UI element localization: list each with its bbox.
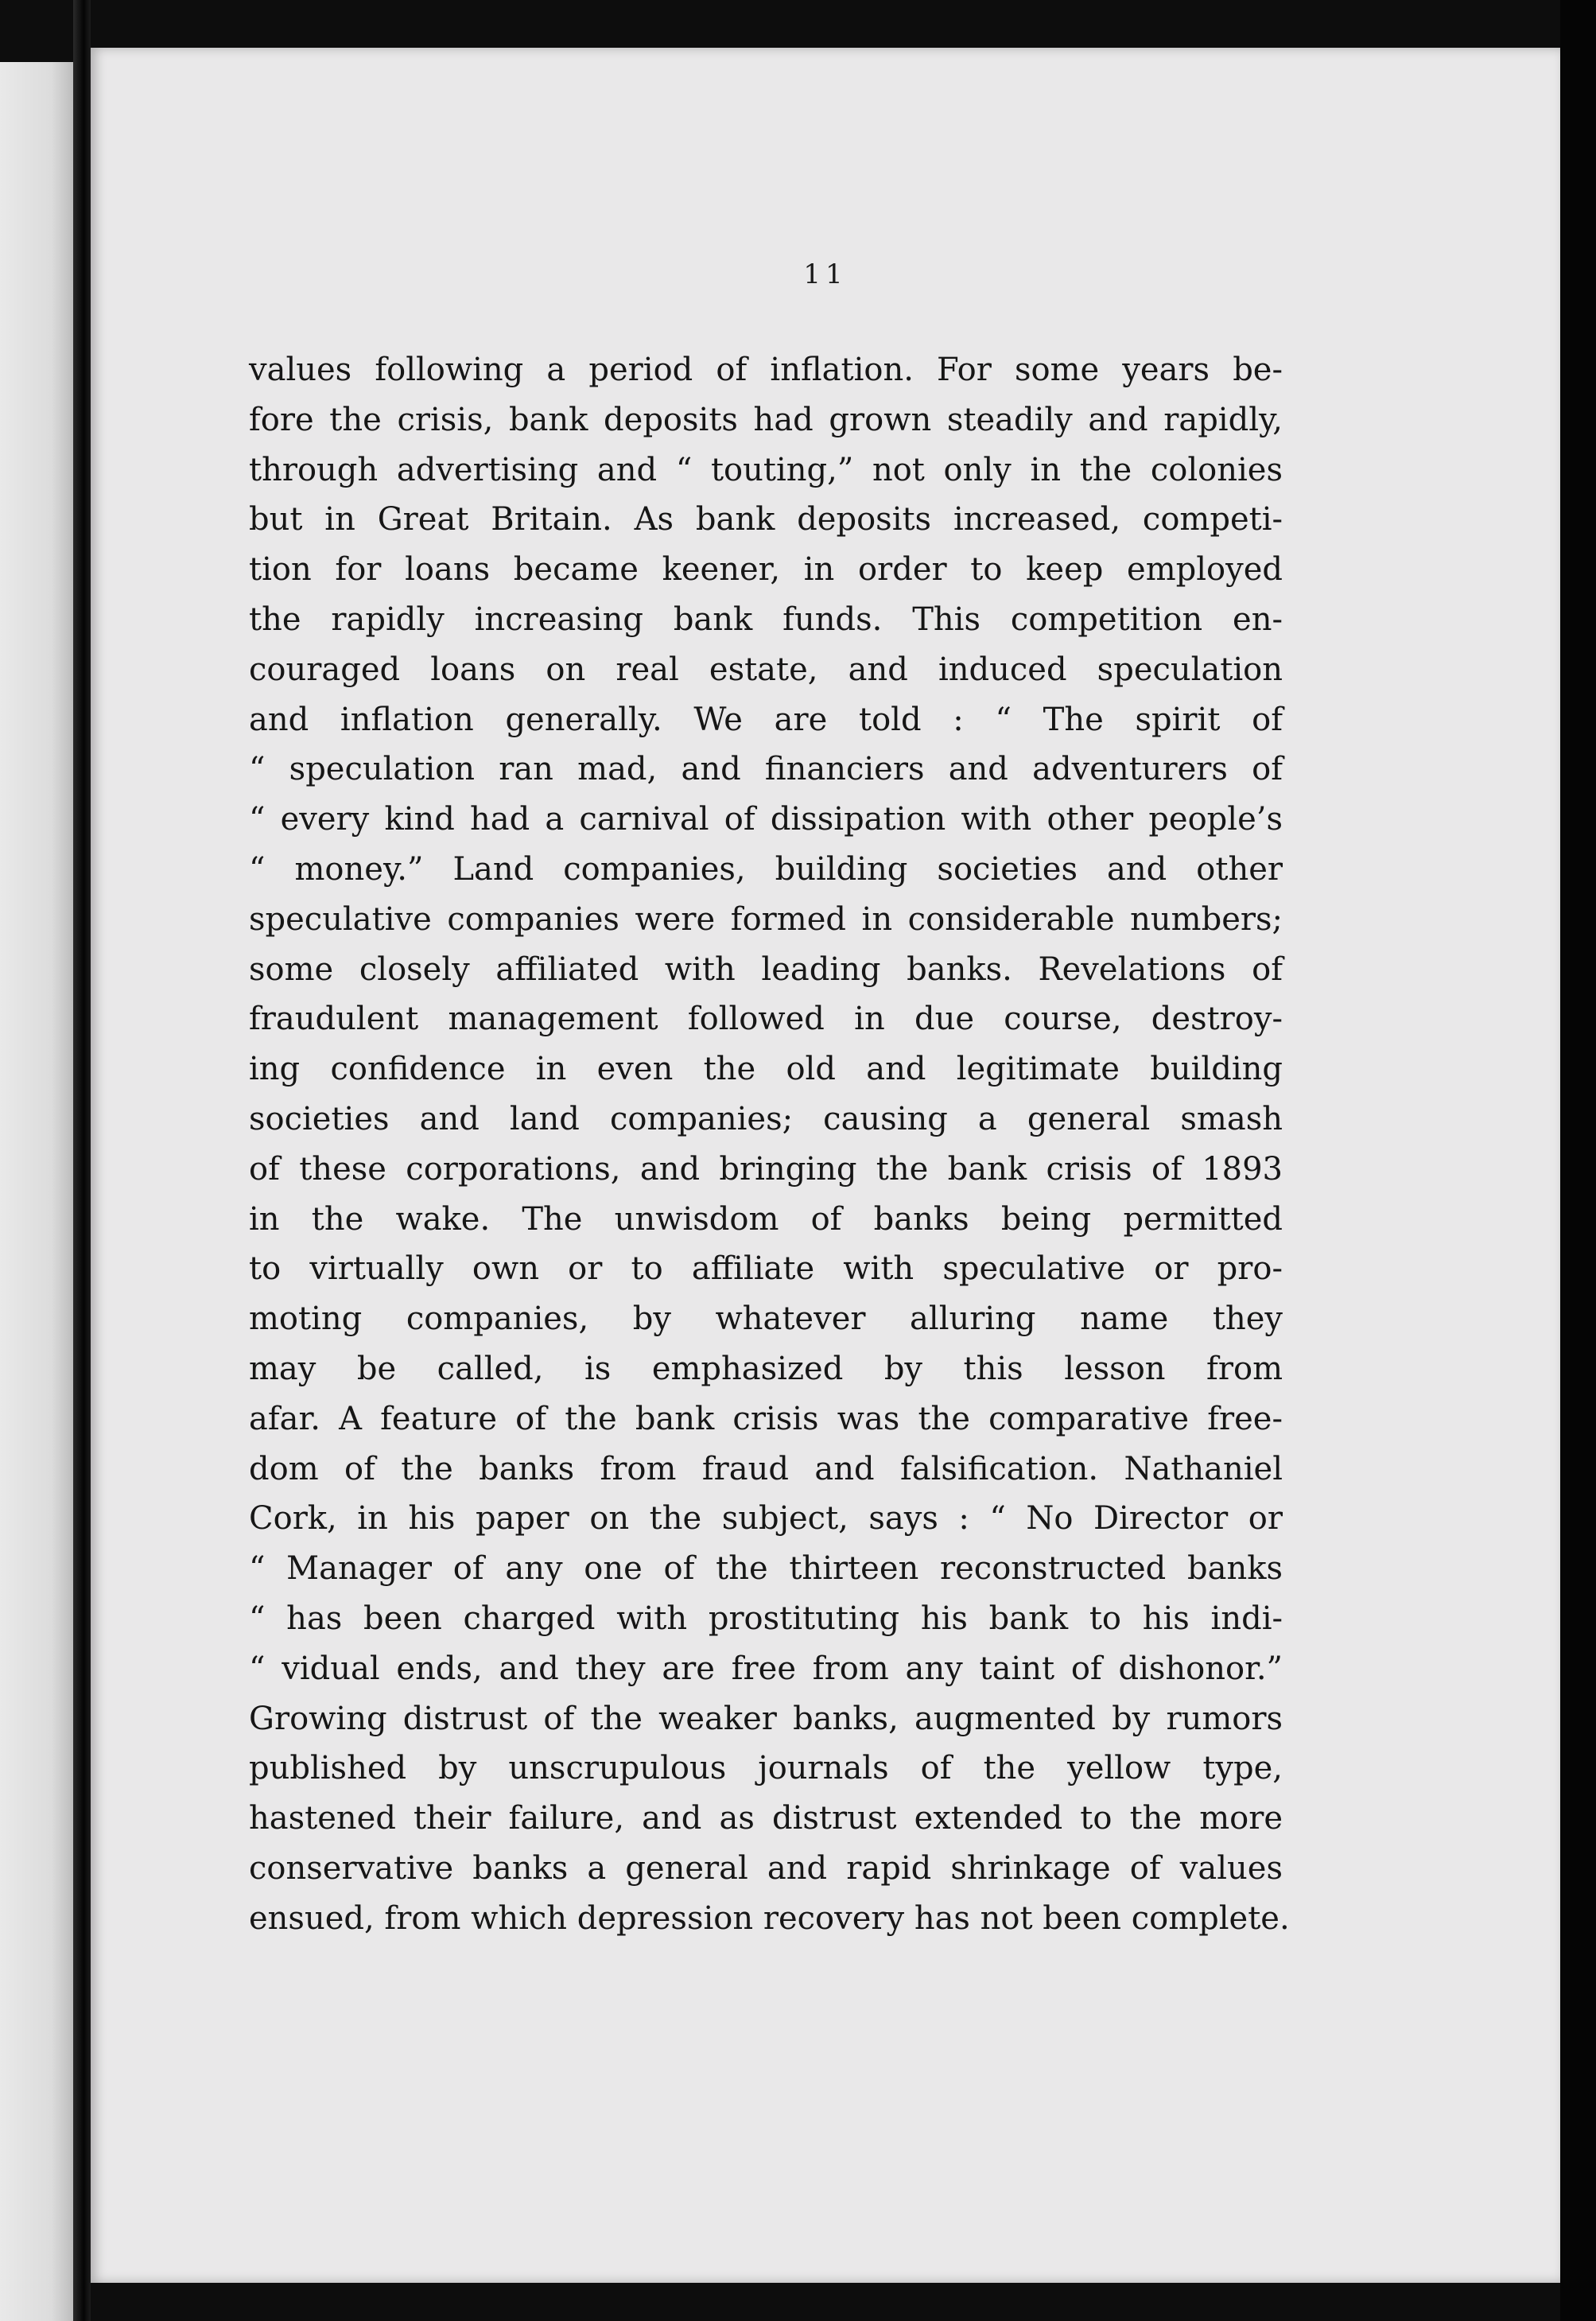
text-line: values following a period of inflation. For some years be- xyxy=(249,352,1283,388)
text-line: published by unscrupulous journals of the yellow type, xyxy=(249,1750,1283,1787)
text-line: couraged loans on real estate, and induced speculation xyxy=(249,651,1283,688)
text-line: “ money.” Land companies, building societies and other xyxy=(249,850,1283,888)
text-line: fraudulent management followed in due course, destroy- xyxy=(249,1001,1283,1038)
text-line: moting companies, by whatever alluring name they xyxy=(249,1300,1283,1338)
text-line: ing confidence in even the old and legitimate building xyxy=(249,1051,1283,1088)
text-line: hastened their failure, and as distrust extended to the more xyxy=(249,1800,1283,1837)
text-line: “ Manager of any one of the thirteen reconstructed banks xyxy=(249,1550,1283,1588)
text-line: and inflation generally. We are told : “ The spirit of xyxy=(249,701,1283,738)
scan-border xyxy=(1560,0,1596,2321)
book-gutter xyxy=(73,0,91,2321)
text-line: speculative companies were formed in considerable numbers; xyxy=(249,900,1283,938)
text-line: Growing distrust of the weaker banks, augmented by rumors xyxy=(249,1700,1283,1737)
text-line: ensued, from which depression recovery has not been complete. xyxy=(249,1899,1290,1937)
body-paragraph xyxy=(249,345,1290,1944)
text-line: of these corporations, and bringing the bank crisis of 1893 xyxy=(249,1150,1283,1188)
text-line: tion for loans became keener, in order to keep employed xyxy=(249,551,1283,589)
text-line: “ has been charged with prostituting his bank to his indi- xyxy=(249,1600,1283,1637)
previous-page-edge xyxy=(0,62,73,2321)
text-line: “ every kind had a carnival of dissipation with other people’s xyxy=(249,801,1283,838)
text-line: conservative banks a general and rapid shrinkage of values xyxy=(249,1849,1283,1887)
text-line: to virtually own or to affiliate with speculative or pro- xyxy=(249,1250,1283,1288)
text-line: “ vidual ends, and they are free from any taint of dishonor.” xyxy=(249,1650,1283,1687)
text-line: in the wake. The unwisdom of banks being permitted xyxy=(249,1200,1283,1238)
page-number: 11 xyxy=(803,259,848,290)
text-line: societies and land companies; causing a general smash xyxy=(249,1100,1283,1137)
text-line: dom of the banks from fraud and falsification. Nathaniel xyxy=(249,1450,1283,1487)
text-line: may be called, is emphasized by this lesson from xyxy=(249,1350,1283,1387)
text-line: but in Great Britain. As bank deposits increased, competi- xyxy=(249,501,1283,538)
text-line: through advertising and “ touting,” not only in the colonies xyxy=(249,451,1283,488)
text-line: “ speculation ran mad, and financiers and adventurers of xyxy=(249,751,1283,788)
text-line: Cork, in his paper on the subject, says : “ No Director or xyxy=(249,1500,1283,1538)
text-line: the rapidly increasing bank funds. This competition en- xyxy=(249,601,1283,638)
text-line: fore the crisis, bank deposits had grown steadily and rapidly, xyxy=(249,401,1283,438)
text-line: some closely affiliated with leading banks. Revelations of xyxy=(249,951,1283,988)
text-line: afar. A feature of the bank crisis was the comparative free- xyxy=(249,1400,1283,1437)
